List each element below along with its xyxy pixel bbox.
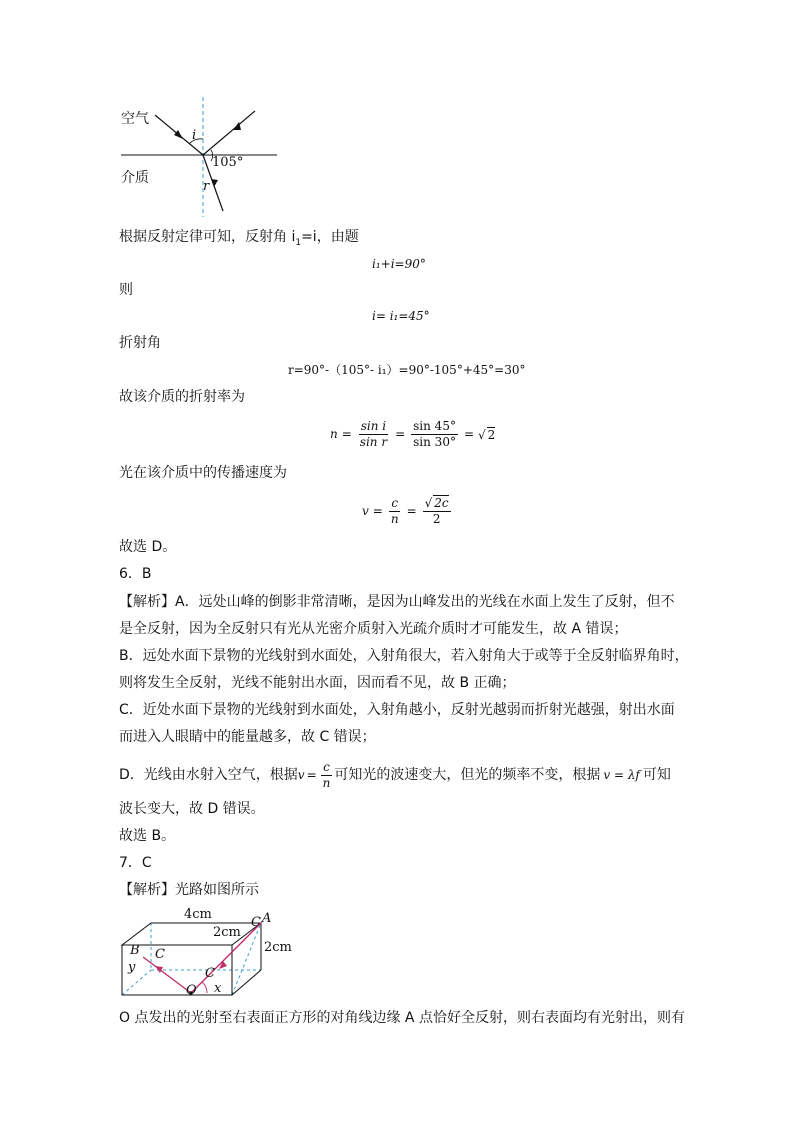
q7-analysis-last: O 点发出的光射至右表面正方形的对角线边缘 A 点恰好全反射，则右表面均有光射出，则有 xyxy=(119,1010,685,1026)
fraction-sqrt2c-2: $\frac{√ 2c}{2}$ xyxy=(424,496,449,526)
n-symbol: n xyxy=(330,427,338,441)
q6-d-text-c: 可知 xyxy=(642,767,671,783)
fig2-label-a: A xyxy=(262,911,272,926)
inline-lambda-f: v = λf xyxy=(603,768,640,782)
refracted-arrow xyxy=(211,179,218,187)
fig2-label-b: B xyxy=(130,943,140,958)
fraction-sin45-sin30 xyxy=(411,419,458,450)
q6-d-text-b: 可知光的波速变大，但光的频率不变，根据 xyxy=(334,767,601,783)
fig2-2cm-top: 2cm xyxy=(213,925,241,940)
inline-v: v xyxy=(297,768,305,782)
choose-d-text: 故选 D。 xyxy=(119,539,177,555)
fig2-label-x: x xyxy=(214,981,222,996)
equation-3: r=90°-（105°- i₁）=90°-105°+45°=30° xyxy=(288,363,526,377)
fig2-label-o: O xyxy=(186,983,197,998)
q6-analysis-d-1 xyxy=(119,758,671,792)
angle-105-label: 105° xyxy=(212,155,244,170)
q6-analysis-b-2: 则将发生全反射，光线不能射出水面，因而看不见，故 B 正确； xyxy=(119,675,516,691)
ray-o-to-b xyxy=(143,957,191,993)
q6-heading: 6．B xyxy=(119,566,152,582)
reflection-law-text: 根据反射定律可知，反射角 i xyxy=(119,229,296,245)
q6-analysis-c-1: C．近处水面下景物的光线射到水面处，入射角越小，反射光越弱而折射光越强，射出水面 xyxy=(119,702,675,718)
ray-arrow-right xyxy=(219,961,227,969)
fig2-2cm-side: 2cm xyxy=(264,940,292,955)
fraction-c-n xyxy=(389,496,401,527)
sin-30: sin 30° xyxy=(413,434,456,449)
choose-b-text: 故选 B。 xyxy=(119,828,176,844)
q7-analysis-1: 【解析】光路如图所示 xyxy=(119,882,259,898)
q6-analysis-a-2: 是全反射，因为全反射只有光从光密介质射入光疏介质时才可能发生，故 A 错误； xyxy=(119,621,628,637)
sqrt-2c: 2c xyxy=(434,496,449,510)
fig2-label-y: y xyxy=(128,960,136,975)
speed-formula: v = $\frac{c}{n}$ = $\frac{√ 2c}{2}$ xyxy=(362,495,449,526)
index-intro-text: 故该介质的折射率为 xyxy=(119,389,245,405)
q6-analysis-a-1: 【解析】A．远处山峰的倒影非常清晰，是因为山峰发出的光线在水面上发生了反射，但不 xyxy=(119,594,675,610)
then-text: 则 xyxy=(119,282,133,298)
fig2-label-c-top: C xyxy=(251,915,261,930)
medium-label: 介质 xyxy=(121,170,149,186)
fig2-label-c-left: C xyxy=(155,947,165,962)
inline-v-c-n: v = $\frac{c}{n}$ xyxy=(297,759,331,790)
q6-analysis-c-2: 而进入人眼睛中的能量越多，故 C 错误； xyxy=(119,729,376,745)
refractive-index-formula: n = $\frac{\text{sin i}}{\text{sin r}}$ = $\frac{\sin 45^\circ}{\sin 30^\circ}$ = √ 2 xyxy=(330,418,496,449)
reflection-law-tail: =i，由题 xyxy=(301,229,359,245)
angle-arc-c xyxy=(202,982,207,993)
fig2-4cm: 4cm xyxy=(184,907,212,922)
speed-intro-text: 光在该介质中的传播速度为 xyxy=(119,465,287,481)
sqrt-2: 2 xyxy=(487,427,496,442)
q6-d-text-a: D．光线由水射入空气，根据 xyxy=(119,767,298,783)
sin-r: sin r xyxy=(359,434,388,449)
angle-i-label: i xyxy=(192,128,197,143)
q7-heading: 7．C xyxy=(119,855,152,871)
inline-n: n xyxy=(322,775,331,790)
reflection-law-sub: 1 xyxy=(295,237,302,248)
v-symbol: v xyxy=(362,504,369,518)
refraction-angle-text: 折射角 xyxy=(119,335,161,351)
air-label: 空气 xyxy=(121,111,149,127)
sin-45: sin 45° xyxy=(413,418,456,433)
reflection-law-line xyxy=(119,227,359,253)
angle-r-label: r xyxy=(203,179,210,194)
inline-c: c xyxy=(323,759,330,774)
n-symbol-den: n xyxy=(390,511,399,526)
fraction-sini-sinr xyxy=(358,419,389,450)
c-symbol: c xyxy=(391,495,399,510)
q6-analysis-d-2: 波长变大，故 D 错误。 xyxy=(119,801,265,817)
sin-i: sin i xyxy=(360,418,387,433)
q6-analysis-b-1: B．远处水面下景物的光线射到水面处，入射角很大，若入射角大于或等于全反射临界角时， xyxy=(119,648,689,664)
equation-1: i₁+i=90° xyxy=(372,257,426,271)
reflected-ray xyxy=(203,111,255,155)
equation-2: i= i₁=45° xyxy=(372,309,430,323)
two: 2 xyxy=(432,512,441,526)
fig2-label-c-bottom: C xyxy=(205,966,215,981)
